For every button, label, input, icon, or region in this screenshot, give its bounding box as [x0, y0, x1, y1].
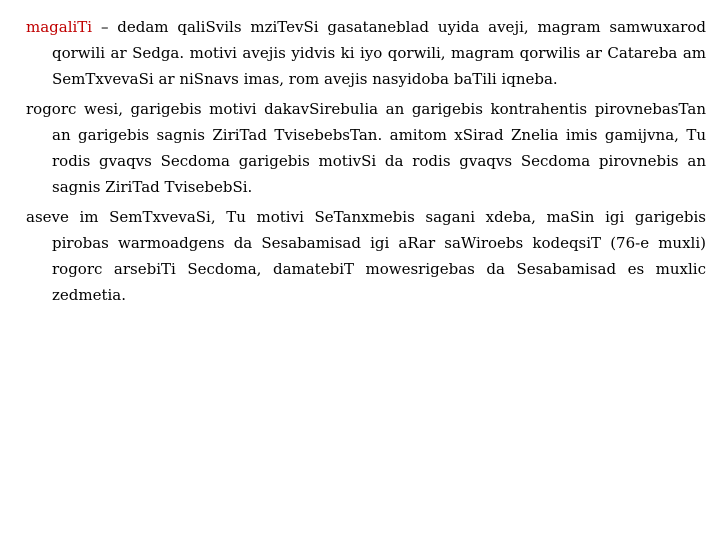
highlighted-term: magaliTi	[26, 18, 93, 36]
paragraph-2	[26, 96, 706, 200]
paragraph-2-text: rogorc wesi, garigebis motivi dakavSirebulia an garigebis kontrahentis pirovnebasTan an garigebis sagnis ZiriTad TvisebebsTan. amitom xSirad Znelia imis gamijvna, Tu rodis gvaqvs Secdoma garigebis motivSi da rodis gvaqvs Secdoma pirovnebis an sagnis ZiriTad TvisebebSi.	[26, 100, 706, 196]
paragraph-3-text: aseve im SemTxvevaSi, Tu motivi SeTanxmebis sagani xdeba, maSin igi garigebis pirobas warmoadgens da Sesabamisad igi aRar saWiroebs kodeqsiT (76-e muxli) rogorc arsebiTi Secdoma, damatebiT mowesrigebas da Sesabamisad es muxlic zedmetia.	[26, 208, 706, 304]
paragraph-1-text: – dedam qaliSvils mziTevSi gasataneblad uyida aveji, magram samwuxarod qorwili ar Sedga. motivi avejis yidvis ki iyo qorwili, magram qorwilis ar Catareba am SemTxvevaSi ar niSnavs imas, rom avejis nasyidoba baTili iqneba.	[52, 18, 706, 88]
paragraph-1	[26, 14, 706, 92]
paragraph-3	[26, 204, 706, 308]
